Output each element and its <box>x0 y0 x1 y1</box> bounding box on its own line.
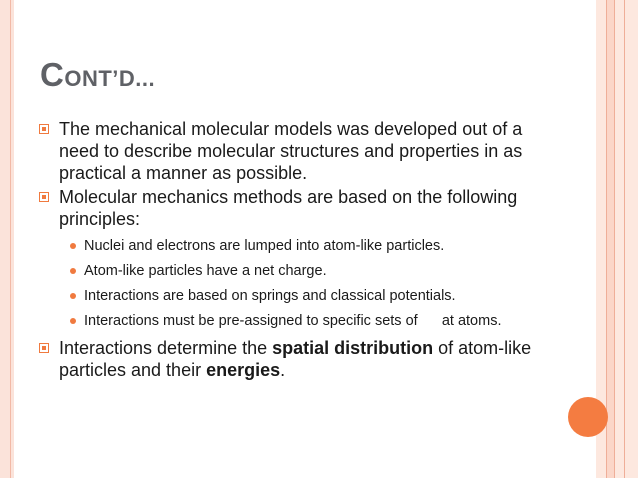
left-frame <box>0 0 14 478</box>
decorative-circle <box>568 397 608 437</box>
bullet-dot-icon <box>70 318 76 324</box>
sub-bullet-list <box>38 236 558 331</box>
bullet-item: The mechanical molecular models was developed out of a need to describe molecular structures and properties in as practical a manner as possible. <box>38 118 558 184</box>
bullet-dot-icon <box>70 243 76 249</box>
bullet-dot-icon <box>70 268 76 274</box>
sub-bullet-item: Interactions must be pre-assigned to specific sets of at atoms. <box>38 311 558 331</box>
bullet-item: Molecular mechanics methods are based on the following principles: <box>38 186 558 230</box>
sub-bullet-item: Interactions are based on springs and classical potentials. <box>38 286 558 306</box>
slide-body <box>38 118 558 383</box>
bullet-square-icon <box>39 192 49 202</box>
slide-title: CONT’D... <box>40 56 156 93</box>
sub-bullet-item: Nuclei and electrons are lumped into atom-like particles. <box>38 236 558 256</box>
bullet-square-icon <box>39 124 49 134</box>
bullet-square-icon <box>39 343 49 353</box>
sub-bullet-item: Atom-like particles have a net charge. <box>38 261 558 281</box>
bullet-item: Interactions determine the spatial distribution of atom-like particles and their energies. <box>38 337 558 381</box>
bullet-dot-icon <box>70 293 76 299</box>
